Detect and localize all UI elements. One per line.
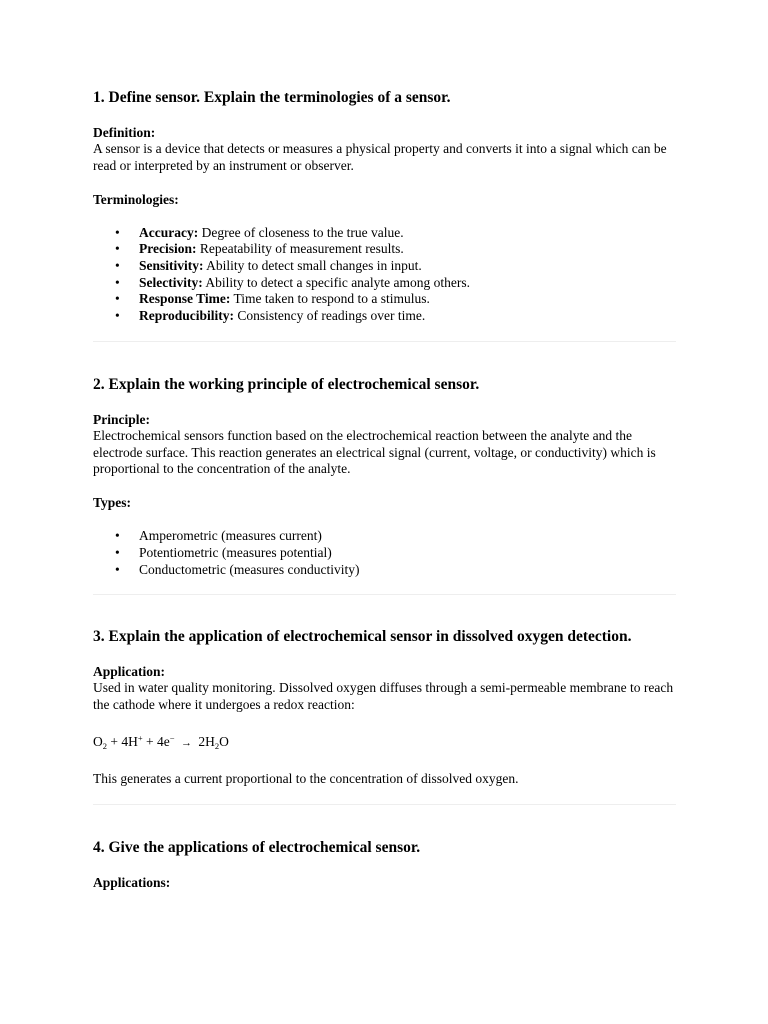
- conclusion-text: This generates a current proportional to the concentration of dissolved oxygen.: [93, 770, 519, 786]
- eq-product-end: O: [219, 733, 229, 749]
- redox-equation: [93, 730, 676, 755]
- list-item: • Potentiometric (measures potential): [93, 545, 676, 562]
- eq-hydrogen: + 4H: [107, 733, 138, 749]
- eq-product: 2H: [198, 733, 215, 749]
- applications-heading: Applications:: [93, 874, 171, 890]
- eq-electron: + 4e: [142, 733, 170, 749]
- eq-electron-charge: −: [169, 732, 175, 743]
- term-description: Ability to detect a specific analyte among others.: [202, 274, 471, 290]
- list-item: [93, 275, 676, 292]
- term-description: Repeatability of measurement results.: [196, 241, 404, 257]
- section-1-title: 1. Define sensor. Explain the terminologies of a sensor.: [93, 89, 451, 106]
- section-4-title: 4. Give the applications of electrochemical sensor.: [93, 838, 421, 856]
- eq-hydrogen-charge: +: [137, 732, 143, 743]
- document-page: [93, 0, 676, 891]
- term-name: Precision:: [139, 241, 197, 257]
- definition-heading: Definition:: [93, 125, 156, 140]
- eq-oxygen: O: [93, 733, 103, 749]
- term-description: Time taken to respond to a stimulus.: [230, 291, 430, 307]
- eq-arrow: →: [180, 736, 192, 749]
- terminologies-heading: Terminologies:: [93, 191, 179, 207]
- list-item: [93, 225, 676, 242]
- list-item: [93, 258, 676, 275]
- term-description: Consistency of readings over time.: [234, 308, 426, 324]
- section-3: [93, 595, 676, 804]
- principle-heading: Principle:: [93, 411, 150, 427]
- list-item: • Amperometric (measures current): [93, 528, 676, 545]
- section-2-title: 2. Explain the working principle of electrochemical sensor.: [93, 375, 480, 393]
- term-description: Ability to detect small changes in input.: [203, 258, 422, 273]
- section-4: [93, 805, 676, 891]
- term-description: Degree of closeness to the true value.: [198, 224, 404, 240]
- term-name: Sensitivity:: [139, 258, 204, 273]
- types-heading: Types:: [93, 495, 132, 511]
- section-2: [93, 342, 676, 596]
- term-name: Response Time:: [139, 291, 231, 307]
- eq-oxygen-subscript: 2: [102, 740, 107, 751]
- principle-text: Electrochemical sensors function based on the electrochemical reaction between the analyte and the electrode surface. This reaction generates an electrical signal (current, voltage, or conductivity) which is proportional to the concentration of the analyte.: [93, 427, 656, 477]
- application-heading: Application:: [93, 664, 166, 680]
- definition-text: A sensor is a device that detects or measures a physical property and converts it into a signal which can be read or interpreted by an instrument or observer.: [93, 141, 667, 173]
- list-item: [93, 291, 676, 308]
- section-3-title: 3. Explain the application of electrochemical sensor in dissolved oxygen detection.: [93, 628, 632, 646]
- list-item: [93, 241, 676, 258]
- terminologies-list: [93, 225, 676, 325]
- application-text: Used in water quality monitoring. Dissolved oxygen diffuses through a semi-permeable membrane to reach the cathode where it undergoes a redox reaction:: [93, 680, 674, 713]
- types-list: [93, 528, 676, 578]
- eq-product-subscript: 2: [214, 740, 220, 751]
- term-name: Selectivity:: [139, 274, 203, 290]
- list-item: • Conductometric (measures conductivity): [93, 562, 676, 579]
- term-name: Accuracy:: [139, 224, 199, 240]
- term-name: Reproducibility:: [139, 308, 235, 324]
- section-1: [93, 0, 676, 342]
- list-item: [93, 308, 676, 325]
